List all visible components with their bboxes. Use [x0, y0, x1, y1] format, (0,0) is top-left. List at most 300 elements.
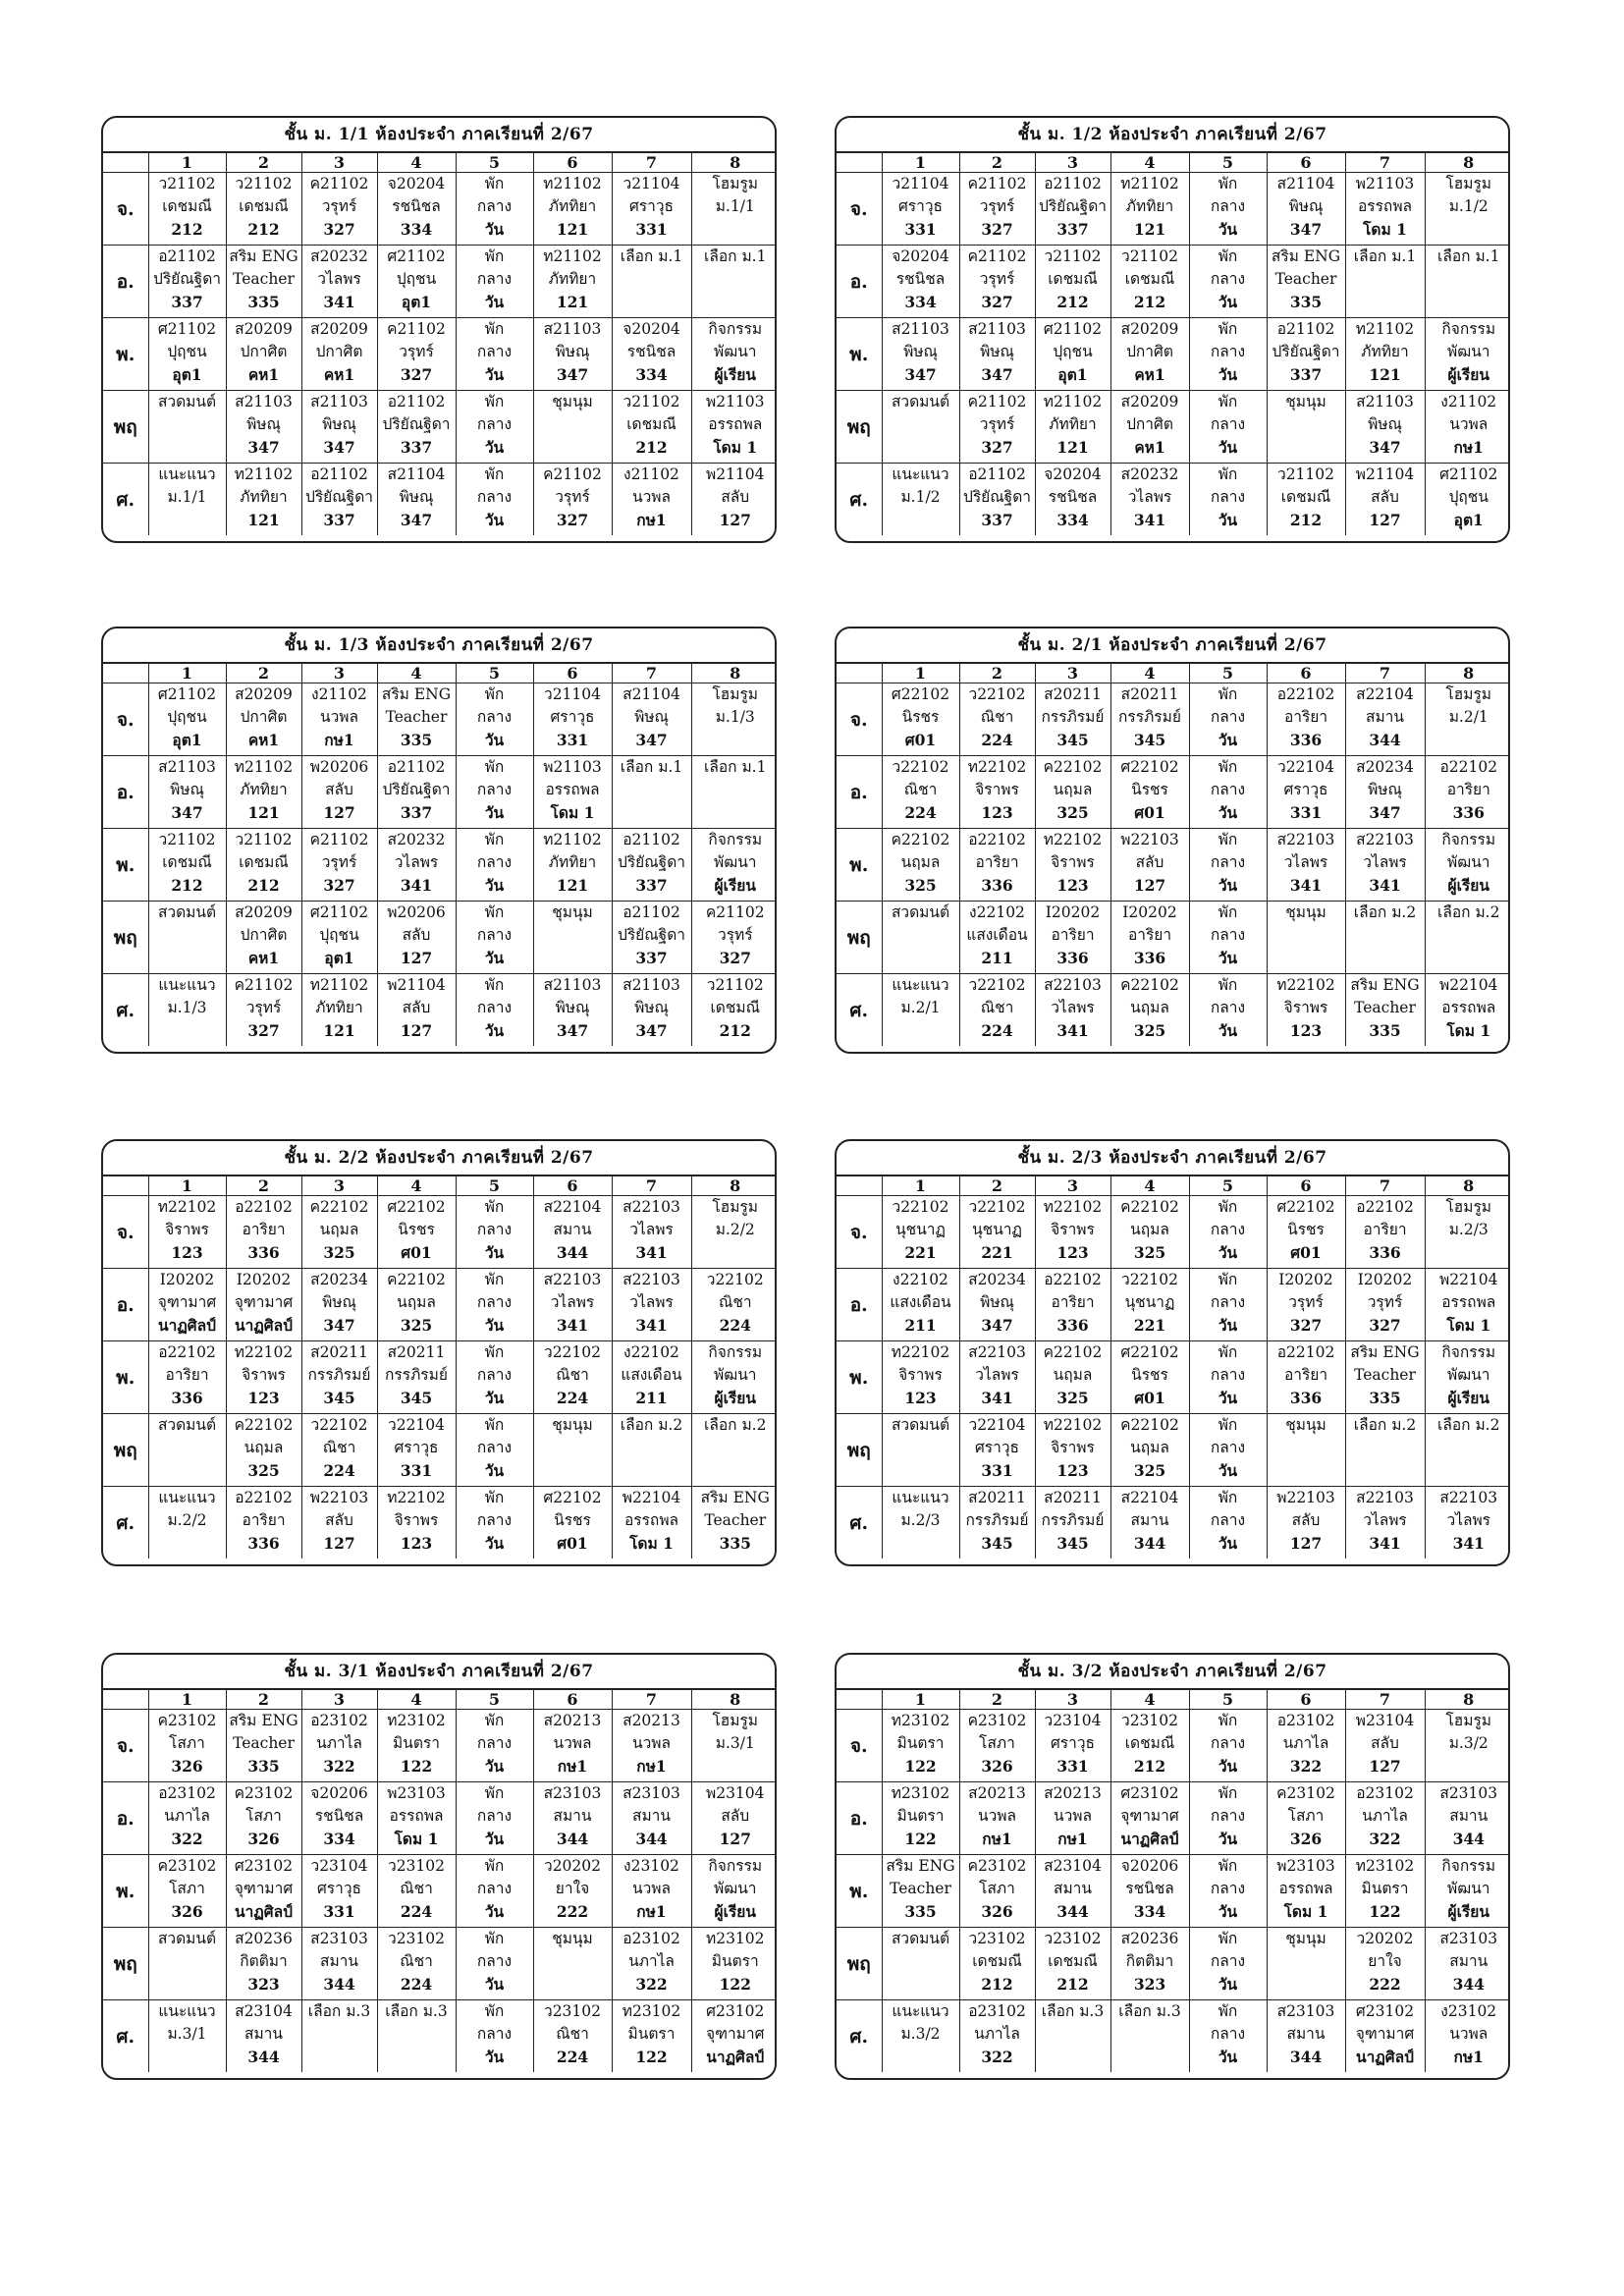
- cell-teacher: นวพล: [631, 1880, 671, 1897]
- cell-subject: ว23102: [387, 1930, 445, 1947]
- timetable-title: ชั้น ม. 1/1 ห้องประจำ ภาคเรียนที่ 2/67: [103, 118, 775, 153]
- schedule-cell: [1425, 1414, 1510, 1487]
- schedule-cell: [301, 318, 377, 391]
- schedule-cell: [301, 2000, 377, 2073]
- period-number: 7: [612, 1690, 691, 1710]
- cell-room: วัน: [484, 1461, 505, 1480]
- cell-teacher: นฤมล: [244, 1439, 284, 1456]
- cell-subject: ค21102: [543, 465, 602, 483]
- cell-room: วัน: [1218, 1902, 1238, 1921]
- cell-teacher: เดชมณี: [162, 197, 212, 215]
- day-label: พ.: [837, 1855, 882, 1928]
- cell-subject: ท21102: [1355, 320, 1415, 338]
- cell-subject: ค21102: [967, 247, 1027, 265]
- cell-subject: ส22103: [1044, 976, 1102, 994]
- schedule-cell: [612, 1341, 691, 1414]
- day-row: [837, 1414, 1510, 1487]
- cell-subject: สวดมนต์: [891, 903, 950, 921]
- cell-teacher: ปริยัณฐิดา: [618, 926, 685, 944]
- cell-teacher: นวพล: [631, 1734, 671, 1752]
- cell-room: กษ1: [636, 1902, 667, 1921]
- schedule-cell: [1425, 1487, 1510, 1559]
- cell-subject: อ23102: [158, 1784, 216, 1802]
- cell-subject: กิจกรรม: [708, 1857, 763, 1875]
- schedule-cell: [1425, 829, 1510, 902]
- cell-room: 326: [247, 1830, 280, 1848]
- cell-teacher: กลาง: [1210, 999, 1246, 1016]
- cell-teacher: ณิชา: [400, 1952, 433, 1970]
- cell-room: 347: [1289, 220, 1323, 239]
- day-label: อ.: [103, 246, 148, 318]
- period-number: 4: [1110, 664, 1189, 683]
- period-number: 8: [1425, 153, 1510, 173]
- cell-teacher: อาริยา: [1283, 708, 1328, 726]
- cell-subject: ว22102: [968, 1198, 1026, 1216]
- cell-teacher: สลับ: [325, 781, 353, 798]
- cell-room: 323: [1133, 1975, 1166, 1994]
- cell-teacher: นิรชร: [1131, 1366, 1168, 1384]
- period-number: 6: [1267, 1690, 1345, 1710]
- schedule-cell: [691, 464, 777, 536]
- cell-room: วัน: [1218, 1975, 1238, 1994]
- schedule-cell: [612, 1928, 691, 2000]
- timetable-grid: [837, 153, 1510, 535]
- schedule-cell: [533, 318, 612, 391]
- day-label: พฤ: [103, 1414, 148, 1487]
- cell-room: 212: [247, 876, 280, 895]
- cell-teacher: สมาน: [553, 1221, 592, 1238]
- schedule-cell: [691, 683, 777, 756]
- day-label: ศ.: [103, 464, 148, 536]
- cell-room: กษ1: [636, 511, 667, 529]
- cell-subject: เลือก ม.2: [1437, 903, 1500, 921]
- cell-teacher: กรรภิรมย์: [1118, 708, 1181, 726]
- schedule-cell: [1425, 1196, 1510, 1269]
- cell-subject: ว21104: [892, 175, 949, 192]
- cell-room: 344: [1056, 1902, 1089, 1921]
- cell-room: ผู้เรียน: [1447, 1389, 1489, 1407]
- schedule-cell: [959, 2000, 1035, 2073]
- cell-subject: กิจกรรม: [708, 1343, 763, 1361]
- cell-room: 327: [719, 949, 751, 967]
- cell-room: 345: [1056, 731, 1089, 749]
- cell-room: 127: [1289, 1534, 1323, 1553]
- cell-room: คห1: [247, 949, 280, 967]
- cell-teacher: พิษณุ: [555, 343, 590, 360]
- timetable-card: [835, 116, 1510, 543]
- cell-teacher: นิรชร: [1287, 1221, 1325, 1238]
- cell-subject: แนะแนว: [892, 2002, 949, 2020]
- cell-subject: อ22102: [235, 1489, 293, 1506]
- day-label: ศ.: [103, 1487, 148, 1559]
- schedule-cell: [959, 1196, 1035, 1269]
- cell-teacher: จุฑามาศ: [234, 1293, 294, 1311]
- cell-subject: พัก: [1218, 831, 1238, 848]
- day-row: [103, 1855, 777, 1928]
- cell-subject: ว22102: [543, 1343, 601, 1361]
- cell-teacher: ปริยัณฐิดา: [305, 488, 373, 506]
- cell-subject: พัก: [484, 465, 505, 483]
- cell-subject: ส20211: [1120, 685, 1179, 703]
- cell-room: 341: [400, 876, 433, 895]
- cell-teacher: นฤมล: [397, 1293, 436, 1311]
- schedule-cell: [691, 1928, 777, 2000]
- schedule-cell: [456, 246, 533, 318]
- schedule-cell: [148, 1414, 226, 1487]
- schedule-cell: [1267, 1928, 1345, 2000]
- cell-subject: สริม ENG: [700, 1489, 770, 1506]
- cell-teacher: ปุฤชน: [1448, 488, 1489, 506]
- cell-subject: พัก: [484, 903, 505, 921]
- day-row: [103, 173, 777, 246]
- schedule-cell: [959, 1710, 1035, 1782]
- cell-room: วัน: [1218, 1243, 1238, 1262]
- schedule-cell: [691, 902, 777, 974]
- cell-subject: ค23102: [967, 1857, 1027, 1875]
- cell-subject: พัก: [484, 1343, 505, 1361]
- cell-subject: ส21104: [623, 685, 680, 703]
- cell-teacher: กลาง: [476, 1807, 513, 1825]
- cell-room: 327: [981, 438, 1013, 457]
- cell-teacher: จิราพร: [1051, 1439, 1095, 1456]
- cell-room: 327: [400, 365, 433, 384]
- cell-room: 212: [171, 876, 203, 895]
- cell-subject: I20202: [236, 1271, 292, 1288]
- cell-subject: ส20232: [310, 247, 368, 265]
- period-header-row: [103, 1690, 777, 1710]
- cell-subject: ท21102: [234, 758, 294, 776]
- cell-teacher: กลาง: [1210, 343, 1246, 360]
- day-row: [837, 974, 1510, 1047]
- schedule-cell: [533, 902, 612, 974]
- cell-teacher: ปริยัณฐิดา: [963, 488, 1031, 506]
- cell-subject: ส23103: [543, 1784, 602, 1802]
- day-label: ศ.: [103, 974, 148, 1047]
- cell-teacher: ม.1/3: [715, 708, 755, 726]
- cell-subject: พัก: [1218, 320, 1238, 338]
- schedule-cell: [1035, 1414, 1110, 1487]
- cell-teacher: เดชมณี: [1280, 488, 1331, 506]
- cell-subject: โฮมรูม: [1445, 685, 1492, 703]
- timetable-grid: [103, 1690, 777, 2072]
- schedule-cell: [377, 756, 456, 829]
- cell-subject: พ21103: [1355, 175, 1415, 192]
- cell-teacher: เดชมณี: [972, 1952, 1022, 1970]
- cell-subject: สวดมนต์: [157, 1930, 217, 1947]
- cell-subject: ท22102: [234, 1343, 294, 1361]
- cell-room: วัน: [484, 1830, 505, 1848]
- cell-room: 123: [904, 1389, 937, 1407]
- schedule-cell: [1267, 1782, 1345, 1855]
- cell-teacher: วรุทร์: [399, 343, 434, 360]
- cell-teacher: วรุทร์: [717, 926, 753, 944]
- cell-teacher: กลาง: [476, 1880, 513, 1897]
- schedule-cell: [377, 464, 456, 536]
- cell-subject: เลือก ม.1: [1353, 247, 1417, 265]
- cell-teacher: ภัททิยา: [548, 853, 597, 871]
- cell-room: ผู้เรียน: [1447, 365, 1489, 384]
- cell-teacher: ปกาศิต: [240, 343, 288, 360]
- cell-room: 212: [1289, 511, 1323, 529]
- schedule-cell: [612, 902, 691, 974]
- cell-room: 344: [1289, 2048, 1323, 2066]
- cell-room: วัน: [484, 220, 505, 239]
- schedule-cell: [377, 829, 456, 902]
- cell-subject: ท21102: [543, 175, 602, 192]
- schedule-cell: [377, 318, 456, 391]
- cell-subject: ค21102: [309, 175, 369, 192]
- cell-room: 337: [400, 438, 433, 457]
- cell-subject: ค23102: [234, 1784, 294, 1802]
- cell-teacher: แสงเดือน: [621, 1366, 682, 1384]
- cell-room: 212: [247, 220, 280, 239]
- header-corner: [103, 1176, 148, 1196]
- schedule-cell: [301, 756, 377, 829]
- schedule-cell: [301, 1928, 377, 2000]
- cell-subject: ง22102: [969, 903, 1025, 921]
- period-number: 6: [533, 664, 612, 683]
- cell-room: 331: [1056, 1757, 1089, 1776]
- day-row: [103, 2000, 777, 2073]
- cell-teacher: ศราวุธ: [974, 1439, 1020, 1456]
- cell-subject: พ22103: [309, 1489, 369, 1506]
- schedule-cell: [1267, 1341, 1345, 1414]
- period-number: 3: [1035, 153, 1110, 173]
- cell-subject: พ23104: [705, 1784, 765, 1802]
- cell-room: 326: [981, 1757, 1013, 1776]
- schedule-cell: [226, 683, 301, 756]
- schedule-cell: [377, 974, 456, 1047]
- cell-subject: พัก: [1218, 1489, 1238, 1506]
- schedule-cell: [1425, 902, 1510, 974]
- cell-subject: โฮมรูม: [712, 175, 759, 192]
- day-row: [103, 1196, 777, 1269]
- cell-room: วัน: [484, 1757, 505, 1776]
- period-number: 4: [377, 153, 456, 173]
- cell-teacher: รชนิชล: [1125, 1880, 1174, 1897]
- header-corner: [103, 153, 148, 173]
- day-row: [103, 1414, 777, 1487]
- cell-teacher: เดชมณี: [239, 853, 289, 871]
- cell-subject: ศ21102: [1043, 320, 1103, 338]
- schedule-cell: [1110, 1928, 1189, 2000]
- cell-teacher: กลาง: [1210, 415, 1246, 433]
- cell-room: 327: [323, 220, 355, 239]
- day-row: [103, 756, 777, 829]
- schedule-cell: [533, 683, 612, 756]
- cell-room: 211: [635, 1389, 668, 1407]
- cell-teacher: นวพล: [1053, 1807, 1092, 1825]
- day-label: ศ.: [837, 1487, 882, 1559]
- cell-room: อุต1: [1453, 511, 1484, 529]
- period-number: 4: [377, 1690, 456, 1710]
- cell-subject: พัก: [484, 1198, 505, 1216]
- cell-room: 336: [1056, 949, 1089, 967]
- cell-subject: ว22102: [1120, 1271, 1178, 1288]
- schedule-cell: [1110, 683, 1189, 756]
- day-label: จ.: [103, 173, 148, 246]
- schedule-cell: [1110, 1782, 1189, 1855]
- schedule-cell: [226, 1710, 301, 1782]
- cell-room: 122: [904, 1757, 937, 1776]
- cell-subject: ศ23102: [706, 2002, 765, 2020]
- schedule-cell: [456, 1928, 533, 2000]
- cell-teacher: นภาไล: [1362, 1807, 1408, 1825]
- schedule-cell: [882, 974, 959, 1047]
- day-row: [837, 464, 1510, 536]
- cell-subject: พ23104: [1355, 1712, 1415, 1729]
- cell-teacher: ม.2/2: [167, 1511, 207, 1529]
- period-number: 3: [301, 1176, 377, 1196]
- schedule-cell: [301, 1196, 377, 1269]
- cell-subject: I20202: [1278, 1271, 1333, 1288]
- schedule-cell: [959, 173, 1035, 246]
- cell-room: 344: [556, 1830, 589, 1848]
- cell-subject: ว20202: [1356, 1930, 1414, 1947]
- cell-teacher: นฤมล: [1130, 999, 1169, 1016]
- schedule-cell: [1035, 756, 1110, 829]
- cell-teacher: นภาไล: [316, 1734, 362, 1752]
- cell-teacher: ม.1/2: [900, 488, 941, 506]
- schedule-cell: [226, 756, 301, 829]
- cell-room: 123: [1056, 1461, 1089, 1480]
- cell-teacher: นภาไล: [164, 1807, 210, 1825]
- cell-teacher: จุฑามาศ: [706, 2025, 765, 2043]
- cell-subject: เลือก ม.2: [1353, 903, 1417, 921]
- schedule-cell: [1035, 318, 1110, 391]
- day-row: [837, 391, 1510, 464]
- timetable-title: ชั้น ม. 2/1 ห้องประจำ ภาคเรียนที่ 2/67: [837, 629, 1508, 664]
- cell-teacher: วไลพร: [1127, 488, 1172, 506]
- schedule-cell: [1110, 2000, 1189, 2073]
- cell-room: 212: [719, 1021, 751, 1040]
- cell-teacher: โสภา: [1287, 1807, 1325, 1825]
- period-number: 2: [959, 153, 1035, 173]
- period-number: 6: [1267, 664, 1345, 683]
- cell-teacher: พิษณุ: [246, 415, 281, 433]
- cell-subject: ส20209: [310, 320, 368, 338]
- cell-teacher: กลาง: [476, 197, 513, 215]
- cell-teacher: กลาง: [1210, 197, 1246, 215]
- schedule-cell: [959, 829, 1035, 902]
- cell-teacher: พิษณุ: [980, 343, 1014, 360]
- cell-room: วัน: [484, 731, 505, 749]
- cell-subject: ค21102: [234, 976, 294, 994]
- cell-room: 341: [1452, 1534, 1485, 1553]
- schedule-cell: [533, 1269, 612, 1341]
- schedule-cell: [959, 464, 1035, 536]
- cell-teacher: วรุทร์: [555, 488, 590, 506]
- schedule-cell: [1189, 246, 1267, 318]
- schedule-cell: [1189, 1414, 1267, 1487]
- period-number: 5: [1189, 664, 1267, 683]
- cell-room: 121: [247, 803, 280, 822]
- cell-subject: ส20209: [235, 685, 293, 703]
- schedule-cell: [612, 683, 691, 756]
- cell-subject: ท22102: [387, 1489, 446, 1506]
- cell-teacher: กรรภิรมย์: [385, 1366, 448, 1384]
- cell-subject: ส22104: [1356, 685, 1414, 703]
- cell-teacher: วไลพร: [394, 853, 439, 871]
- schedule-cell: [1267, 683, 1345, 756]
- period-header-row: [837, 1690, 1510, 1710]
- cell-subject: ศ22102: [1120, 1343, 1179, 1361]
- cell-teacher: พัฒนา: [713, 853, 757, 871]
- cell-room: 122: [1369, 1902, 1401, 1921]
- day-label: อ.: [837, 1782, 882, 1855]
- cell-room: กษ1: [1453, 2048, 1484, 2066]
- day-row: [837, 1782, 1510, 1855]
- cell-teacher: อาริยา: [1127, 926, 1172, 944]
- cell-teacher: จิราพร: [242, 1366, 286, 1384]
- cell-teacher: ม.2/3: [1448, 1221, 1489, 1238]
- cell-room: 336: [1289, 1389, 1323, 1407]
- cell-teacher: นฤมล: [1130, 1439, 1169, 1456]
- schedule-cell: [456, 683, 533, 756]
- schedule-cell: [377, 2000, 456, 2073]
- cell-subject: สริม ENG: [381, 685, 452, 703]
- cell-subject: ชุมนุม: [1285, 1930, 1326, 1947]
- day-row: [103, 1928, 777, 2000]
- cell-subject: ว22104: [387, 1416, 445, 1434]
- cell-room: อุต1: [172, 365, 202, 384]
- day-row: [837, 1710, 1510, 1782]
- cell-room: 347: [1369, 803, 1401, 822]
- cell-room: วัน: [484, 1534, 505, 1553]
- cell-subject: ค22102: [309, 1198, 369, 1216]
- schedule-cell: [882, 1782, 959, 1855]
- period-number: 6: [533, 1176, 612, 1196]
- cell-subject: พัก: [1218, 2002, 1238, 2020]
- cell-room: วัน: [484, 1316, 505, 1335]
- cell-teacher: พิษณุ: [903, 343, 938, 360]
- cell-teacher: สมาน: [244, 2025, 283, 2043]
- schedule-cell: [1110, 173, 1189, 246]
- cell-subject: กิจกรรม: [1441, 320, 1496, 338]
- cell-teacher: Teacher: [233, 270, 295, 288]
- schedule-cell: [301, 1782, 377, 1855]
- cell-subject: พัก: [1218, 758, 1238, 776]
- schedule-cell: [882, 1196, 959, 1269]
- cell-teacher: นฤมล: [1053, 781, 1093, 798]
- schedule-cell: [301, 1710, 377, 1782]
- day-label: พฤ: [837, 1414, 882, 1487]
- schedule-cell: [1425, 2000, 1510, 2073]
- cell-subject: ค22102: [1120, 976, 1179, 994]
- cell-teacher: นฤมล: [319, 1221, 359, 1238]
- cell-subject: พัก: [484, 247, 505, 265]
- cell-teacher: เดชมณี: [239, 197, 289, 215]
- cell-subject: ส22104: [1120, 1489, 1179, 1506]
- cell-room: วัน: [1218, 220, 1238, 239]
- cell-teacher: มินตรา: [1361, 1880, 1409, 1897]
- day-label: จ.: [837, 173, 882, 246]
- cell-subject: เลือก ม.2: [1353, 1416, 1417, 1434]
- cell-subject: สวดมนต์: [891, 393, 950, 410]
- schedule-cell: [456, 974, 533, 1047]
- schedule-cell: [959, 1269, 1035, 1341]
- day-label: พ.: [103, 1855, 148, 1928]
- schedule-cell: [1189, 974, 1267, 1047]
- cell-room: อุต1: [401, 293, 432, 311]
- schedule-cell: [1267, 902, 1345, 974]
- cell-teacher: พัฒนา: [713, 1880, 757, 1897]
- cell-teacher: ภัททิยา: [240, 488, 288, 506]
- cell-room: 344: [1369, 731, 1401, 749]
- cell-subject: แนะแนว: [892, 465, 949, 483]
- cell-room: 122: [719, 1975, 751, 1994]
- day-label: อ.: [837, 246, 882, 318]
